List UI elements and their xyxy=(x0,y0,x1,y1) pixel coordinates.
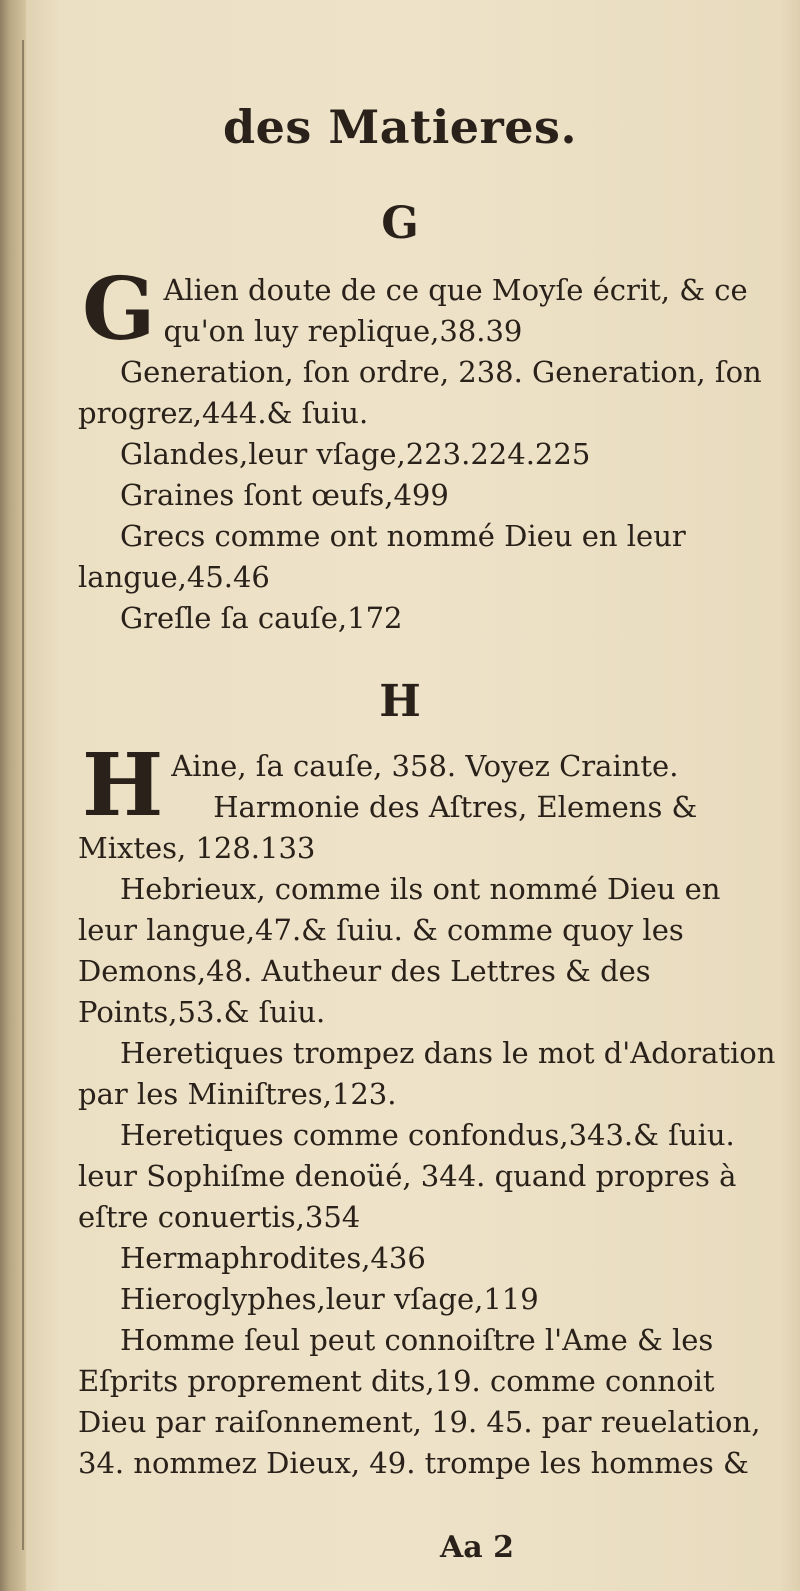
index-entry: Grecs comme ont nommé Dieu en leur langue,45.46 xyxy=(78,519,686,594)
page-gutter-line xyxy=(22,40,24,1550)
index-entry: Hebrieux, comme ils ont nommé Dieu en leur langue,47.& ſuiu. & comme quoy les Demons,48. Autheur des Lettres & des Points,53.& ſuiu. xyxy=(78,872,721,1029)
page-title: des Matieres. xyxy=(223,100,577,154)
dropcap-h: H xyxy=(82,735,164,836)
index-entry xyxy=(78,259,778,360)
dropcap-g: G xyxy=(82,259,156,360)
section-letter-h: H xyxy=(379,676,421,727)
entry-text: Aine, ſa cauſe, 358. Voyez Crainte. xyxy=(171,749,679,783)
index-entry: Hieroglyphes,leur vſage,119 xyxy=(120,1282,539,1316)
entry-text: Alien doute de ce que Moyſe écrit, & ce qu'on luy replique,38.39 xyxy=(163,273,748,348)
index-entry: Hermaphrodites,436 xyxy=(120,1241,426,1275)
index-entry: Heretiques comme confondus,343.& ſuiu. leur Sophiſme denoüé, 344. quand propres à eſtre conuertis,354 xyxy=(78,1118,737,1234)
section-h-entries xyxy=(78,735,778,1484)
index-entry: Glandes,leur vſage,223.224.225 xyxy=(120,437,591,471)
index-entry: Heretiques trompez dans le mot d'Adoration par les Miniſtres,123. xyxy=(78,1036,776,1111)
signature-mark: Aa 2 xyxy=(440,1530,515,1565)
index-entry: Greſle ſa cauſe,172 xyxy=(120,601,403,635)
index-entry: Graines ſont œufs,499 xyxy=(120,478,449,512)
section-letter-g: G xyxy=(381,198,419,249)
index-entry: Homme ſeul peut connoiſtre l'Ame & les Eſprits proprement dits,19. comme connoit Dieu par raiſonnement, 19. 45. par reuelation, 34. nommez Dieux, 49. trompe les hommes & xyxy=(78,1323,761,1480)
index-entry: Generation, ſon ordre, 238. Generation, ſon progrez,444.& ſuiu. xyxy=(78,355,762,430)
index-entry: Harmonie des Aſtres, Elemens & Mixtes, 128.133 xyxy=(78,790,698,865)
section-g-entries xyxy=(78,259,778,639)
